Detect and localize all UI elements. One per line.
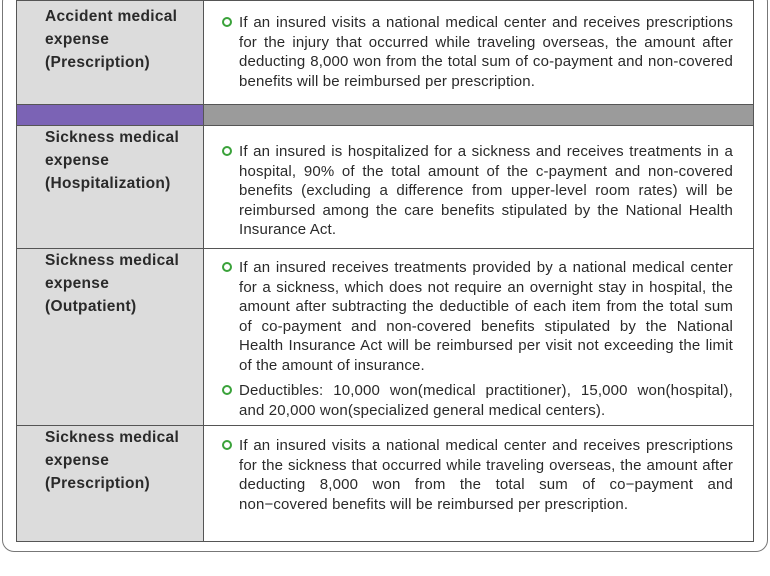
row-label-line: expense — [45, 452, 110, 469]
row-label-cell — [17, 249, 204, 426]
bullet-item — [204, 13, 753, 91]
row-label-line: Sickness medical — [45, 252, 180, 269]
table-row — [17, 426, 754, 542]
row-label-line: expense — [45, 275, 110, 292]
separator-left-band — [17, 105, 204, 126]
bullet-item — [204, 381, 753, 420]
bullet-item — [204, 436, 753, 514]
row-label-line: (Prescription) — [45, 475, 150, 492]
bullet-text: If an insured is hospitalized for a sickness and receives treatments in a hospital, 90% of the total amount of the c-payment and non-covered benefits (excluding a difference from upper-level room rates) will be reimbursed among the care benefits stipulated by the National Health Insurance Act. — [239, 143, 733, 238]
separator-right-band — [204, 105, 754, 126]
bullet-circle-icon — [222, 385, 232, 395]
bullet-item — [204, 142, 753, 240]
bullet-item — [204, 258, 753, 375]
row-label-cell — [17, 426, 204, 542]
bullet-circle-icon — [222, 146, 232, 156]
bullet-circle-icon — [222, 262, 232, 272]
table-row — [17, 126, 754, 249]
bullet-text: If an insured visits a national medical center and receives prescriptions for the injury that occurred while traveling overseas, the amount after deducting 8,000 won from the total sum of co-payment and non-covered benefits will be reimbursed per prescription. — [239, 14, 733, 90]
row-description-cell — [204, 1, 754, 105]
row-label-line: (Outpatient) — [45, 298, 137, 315]
table-row — [17, 1, 754, 105]
row-label-line: Accident medical — [45, 8, 178, 25]
row-label-line: expense — [45, 152, 110, 169]
bullet-text: Deductibles: 10,000 won(medical practitioner), 15,000 won(hospital), and 20,000 won(specialized general medical centers). — [239, 382, 733, 419]
row-description-cell — [204, 249, 754, 426]
row-label-line: expense — [45, 31, 110, 48]
benefits-table — [16, 0, 754, 542]
table-row — [17, 249, 754, 426]
bullet-text: If an insured visits a national medical center and receives prescriptions for the sickness that occurred while traveling overseas, the amount after deducting 8,000 won from the total sum of co−payment and non−covered benefits will be reimbursed per prescription. — [239, 437, 733, 513]
row-description-cell — [204, 426, 754, 542]
row-label-line: Sickness medical — [45, 129, 180, 146]
row-label-line: Sickness medical — [45, 429, 180, 446]
row-label-line: (Hospitalization) — [45, 175, 171, 192]
row-label-line: (Prescription) — [45, 54, 150, 71]
section-separator — [17, 105, 754, 126]
bullet-circle-icon — [222, 17, 232, 27]
bullet-circle-icon — [222, 440, 232, 450]
row-description-cell — [204, 126, 754, 249]
bullet-text: If an insured receives treatments provided by a national medical center for a sickness, which does not require an overnight stay in hospital, the amount after subtracting the deductible of each item from the total sum of co-payment and non-covered benefits stipulated by the National Health Insurance Act will be reimbursed per visit not exceeding the limit of the amount of insurance. — [239, 259, 733, 374]
row-label-cell — [17, 1, 204, 105]
row-label-cell — [17, 126, 204, 249]
